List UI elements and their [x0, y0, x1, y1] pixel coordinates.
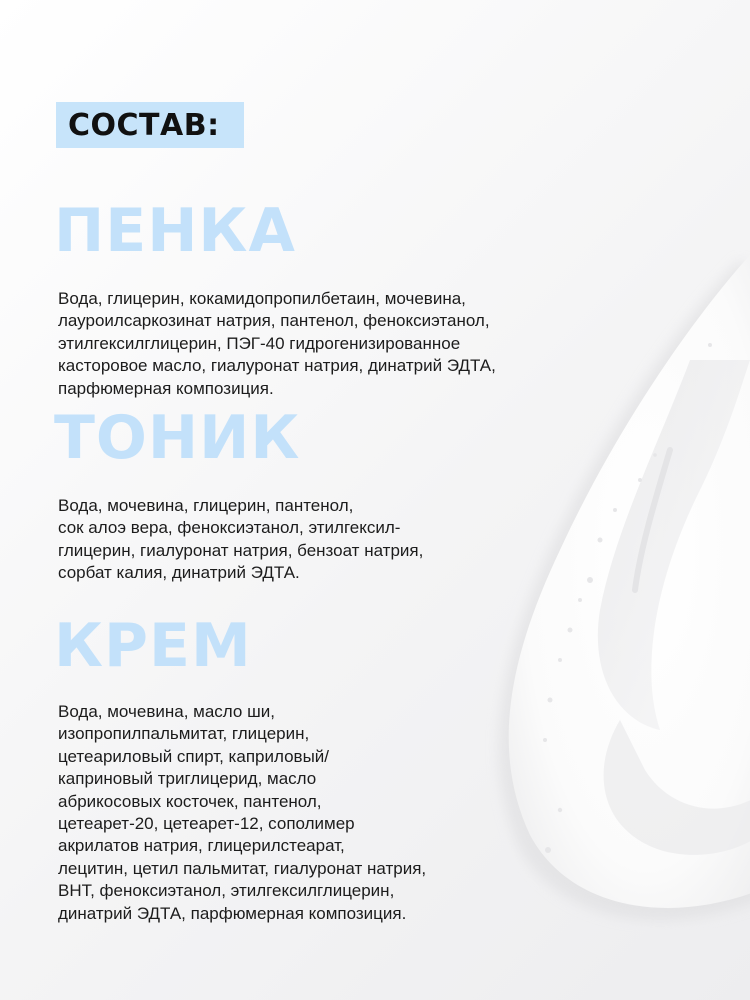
- text-line: парфюмерная композиция.: [58, 378, 274, 398]
- text-line: динатрий ЭДТА, парфюмерная композиция.: [58, 903, 407, 923]
- text-line: лецитин, цетил пальмитат, гиалуронат натрия,: [58, 858, 427, 878]
- page-title: СОСТАВ:: [68, 108, 220, 143]
- text-line: цетеариловый спирт, каприловый/: [58, 746, 330, 766]
- section-heading-foam: ПЕНКА: [54, 196, 296, 266]
- text-line: глицерин, гиалуронат натрия, бензоат натрия,: [58, 540, 424, 560]
- text-line: цетеарет-20, цетеарет-12, сополимер: [58, 814, 355, 834]
- section-heading-cream: КРЕМ: [54, 611, 252, 681]
- text-line: ВНТ, феноксиэтанол, этилгексилглицерин,: [58, 881, 395, 901]
- text-line: сок алоэ вера, феноксиэтанол, этилгексил-: [58, 518, 401, 538]
- section-text-cream: [58, 701, 426, 925]
- text-line: касторовое масло, гиалуронат натрия, динатрий ЭДТА,: [58, 356, 496, 376]
- text-line: лауроилсаркозинат натрия, пантенол, феноксиэтанол,: [58, 311, 490, 331]
- text-line: изопропилпальмитат, глицерин,: [58, 724, 310, 744]
- text-line: этилгексилглицерин, ПЭГ-40 гидрогенизированное: [58, 333, 461, 353]
- text-line: акрилатов натрия, глицерилстеарат,: [58, 836, 345, 856]
- text-line: абрикосовых косточек, пантенол,: [58, 791, 322, 811]
- text-line: Вода, мочевина, масло ши,: [58, 702, 275, 721]
- section-heading-tonic: ТОНИК: [54, 403, 301, 473]
- section-text-tonic: [58, 495, 423, 585]
- text-line: сорбат калия, динатрий ЭДТА.: [58, 563, 300, 583]
- section-text-foam: [58, 288, 496, 400]
- text-line: Вода, глицерин, кокамидопропилбетаин, мочевина,: [58, 289, 466, 308]
- text-line: Вода, мочевина, глицерин, пантенол,: [58, 496, 354, 515]
- text-line: каприновый триглицерид, масло: [58, 769, 317, 789]
